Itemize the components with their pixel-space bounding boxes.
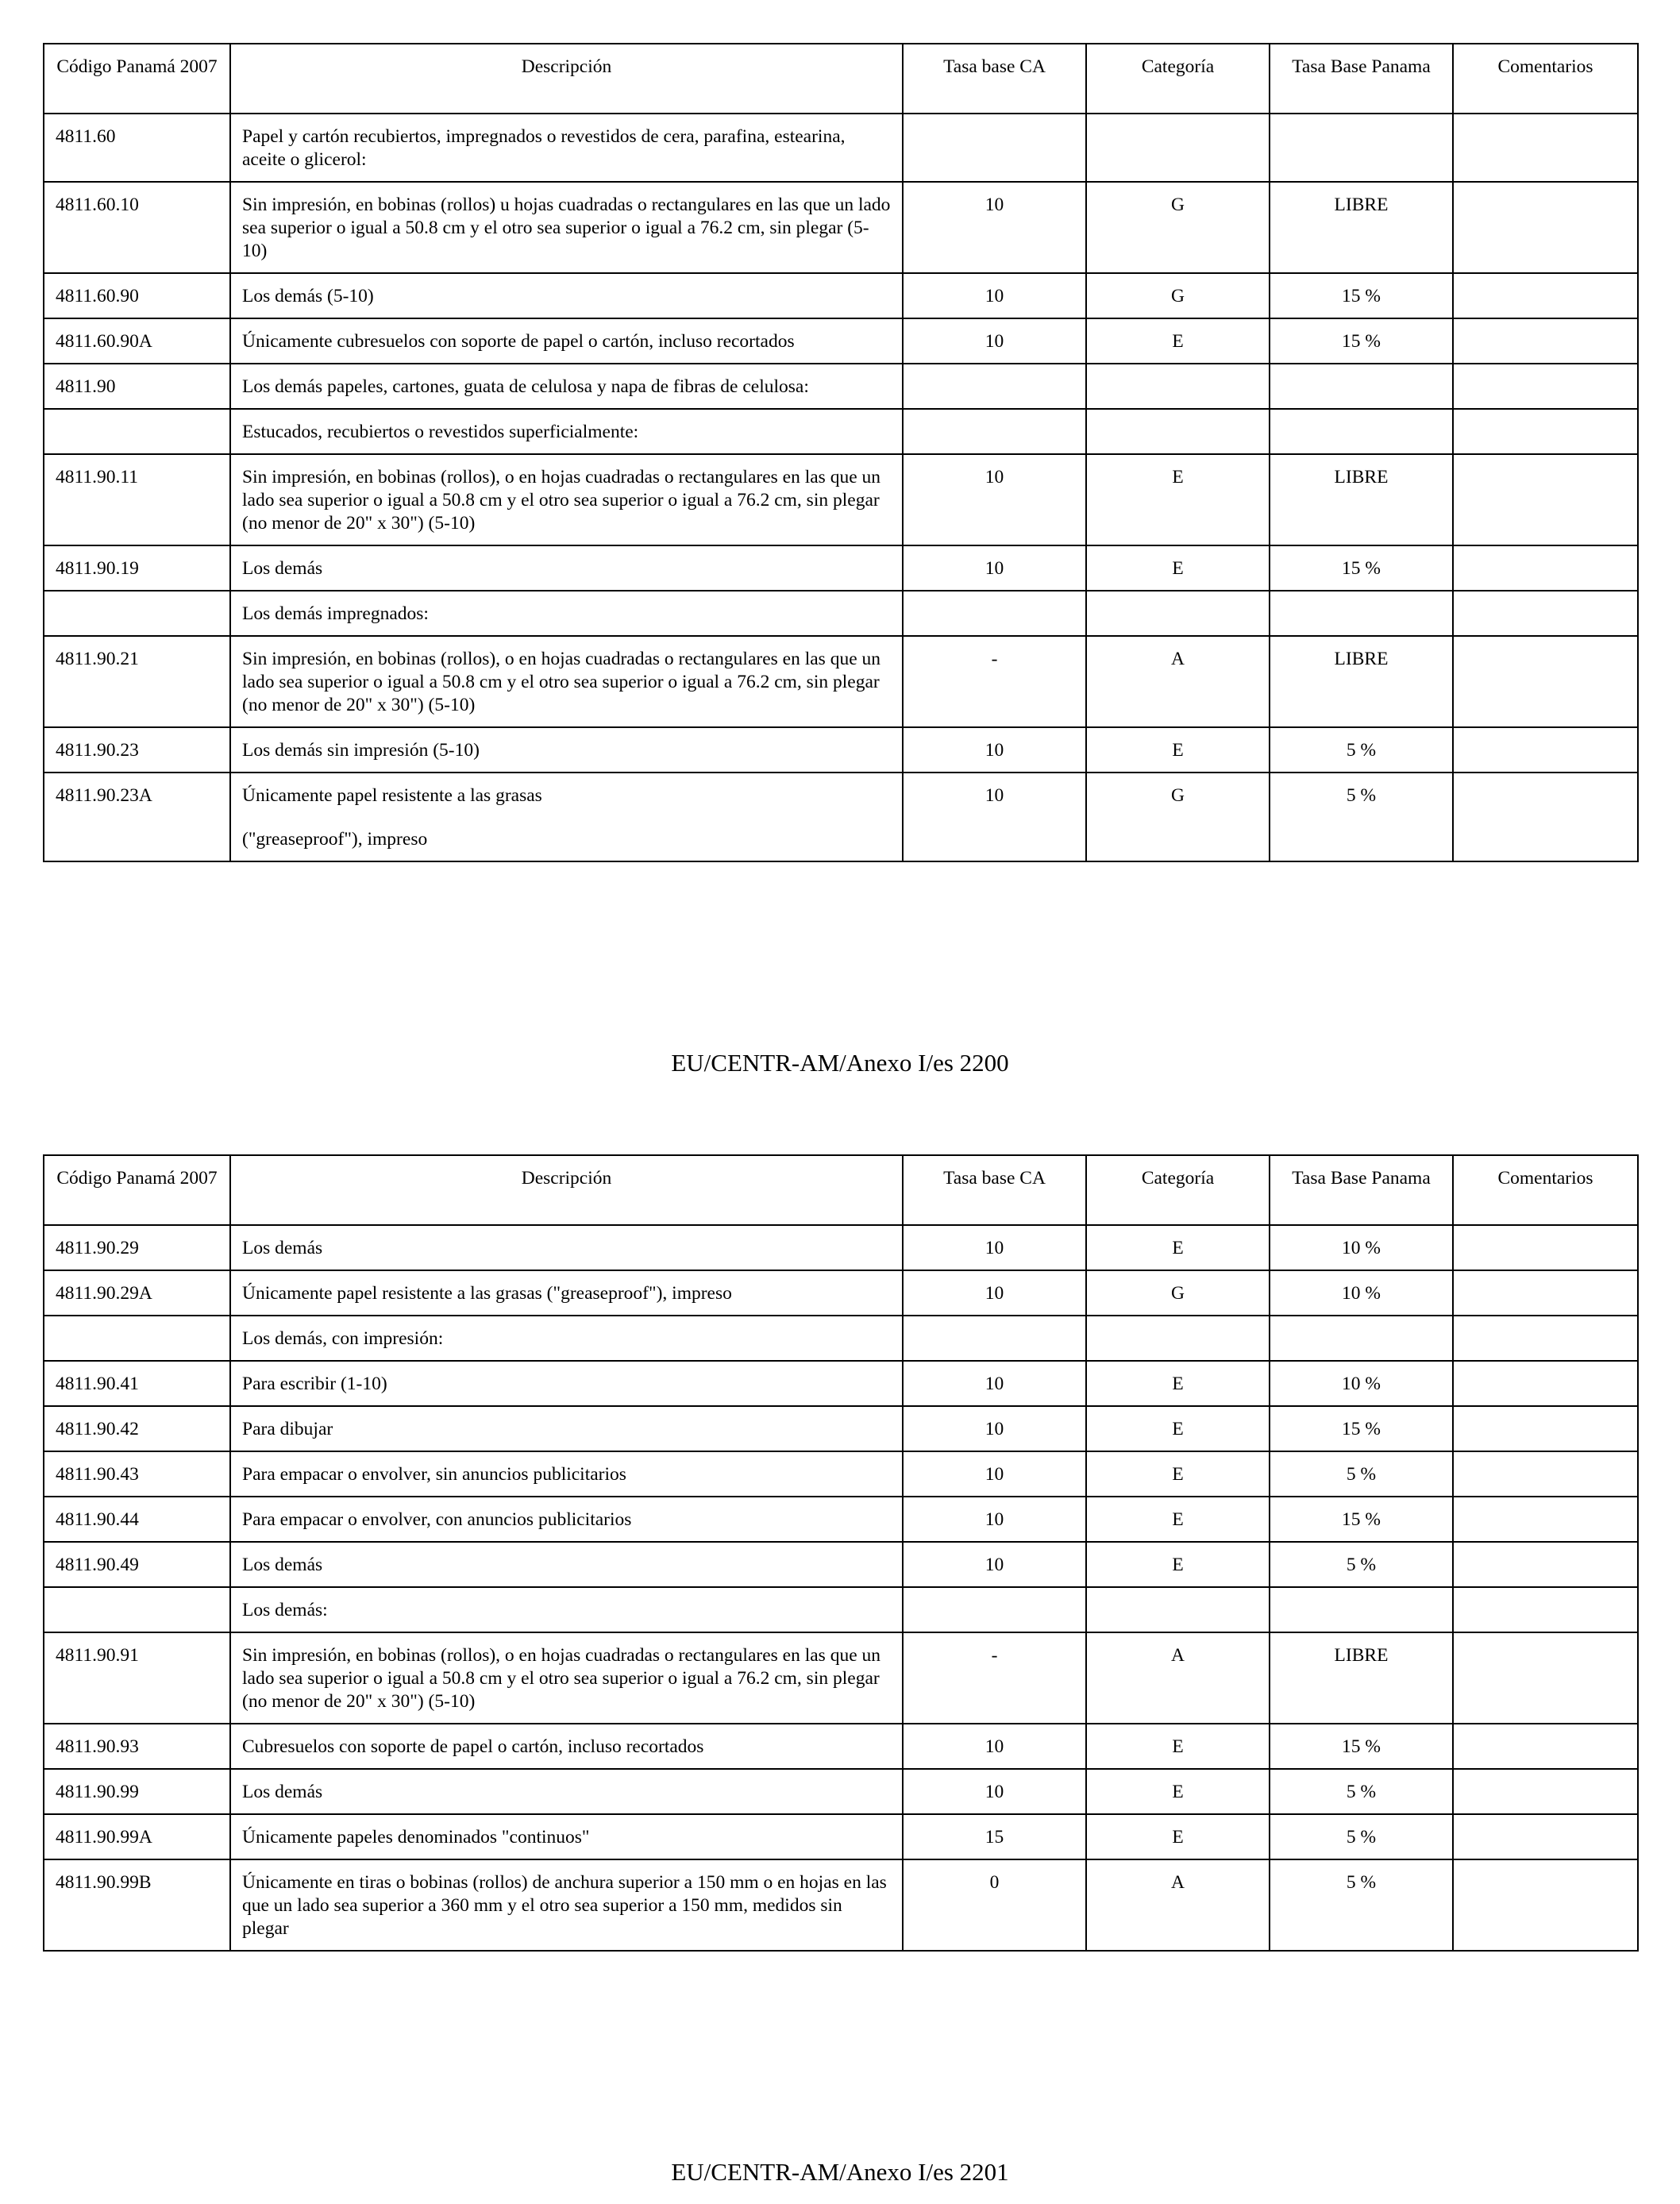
description-cell [230,364,903,409]
description-cell [230,409,903,454]
categoria-cell: E [1086,454,1270,545]
tasa-panama-cell [1270,409,1453,454]
comentarios-cell [1453,1542,1638,1587]
tasa-panama-cell: 15 % [1270,1406,1453,1451]
table-row [44,364,1638,409]
categoria-cell [1086,114,1270,182]
description-text: Únicamente papel resistente a las grasas ("greaseproof"), impreso [242,1283,732,1304]
tasa-panama-cell: LIBRE [1270,636,1453,727]
code-cell: 4811.90.21 [44,636,230,727]
description-cell [230,114,903,182]
header-code: Código Panamá 2007 [44,44,230,114]
categoria-cell: E [1086,1225,1270,1270]
comentarios-cell [1453,1814,1638,1859]
tariff-table-page-2 [43,1154,1639,1952]
code-cell: 4811.90.19 [44,545,230,591]
description-text: Para empacar o envolver, sin anuncios publicitarios [242,1464,626,1485]
tasa-ca-cell [903,364,1086,409]
comentarios-cell [1453,114,1638,182]
table-row [44,454,1638,545]
table-row [44,591,1638,636]
table-row [44,1406,1638,1451]
description-cell [230,318,903,364]
tasa-panama-cell: 5 % [1270,1814,1453,1859]
tasa-ca-cell: 15 [903,1814,1086,1859]
description-text: Sin impresión, en bobinas (rollos), o en hojas cuadradas o rectangulares en las que un lado sea superior o igual a 50.8 cm y el otro sea superior o igual a 76.2 cm, sin plegar (no menor de 20" x 30") (5-10) [242,467,881,534]
description-text: Para empacar o envolver, con anuncios publicitarios [242,1509,632,1530]
tasa-ca-cell: 0 [903,1859,1086,1951]
comentarios-cell [1453,364,1638,409]
description-text: Los demás sin impresión (5-10) [242,740,480,761]
categoria-cell: E [1086,1724,1270,1769]
table-row [44,1270,1638,1316]
comentarios-cell [1453,636,1638,727]
tasa-ca-cell: 10 [903,1451,1086,1497]
tasa-ca-cell: 10 [903,1542,1086,1587]
comentarios-cell [1453,1724,1638,1769]
description-cell [230,1361,903,1406]
description-cell [230,1406,903,1451]
tasa-ca-cell: 10 [903,1769,1086,1814]
code-cell [44,591,230,636]
description-cell [230,1587,903,1632]
comentarios-cell [1453,545,1638,591]
description-text: Los demás [242,1555,323,1575]
description-text: Los demás: [242,1600,328,1620]
tasa-ca-cell: 10 [903,1406,1086,1451]
header-code: Código Panamá 2007 [44,1155,230,1225]
code-cell: 4811.90.11 [44,454,230,545]
description-cell [230,591,903,636]
comentarios-cell [1453,454,1638,545]
description-cell [230,182,903,273]
description-text: Estucados, recubiertos o revestidos superficialmente: [242,422,639,442]
tasa-panama-cell: 5 % [1270,773,1453,861]
description-text: Los demás impregnados: [242,603,429,624]
description-text: Los demás (5-10) [242,286,374,306]
tasa-ca-cell: 10 [903,1497,1086,1542]
header-categoria: Categoría [1086,44,1270,114]
tasa-ca-cell: 10 [903,1225,1086,1270]
tasa-ca-cell: 10 [903,1724,1086,1769]
code-cell: 4811.90.41 [44,1361,230,1406]
tasa-panama-cell [1270,1316,1453,1361]
table-row [44,773,1638,861]
categoria-cell: E [1086,1769,1270,1814]
description-text: Los demás [242,558,323,579]
tasa-ca-cell: 10 [903,727,1086,773]
description-text: Los demás [242,1782,323,1802]
table-row [44,1316,1638,1361]
table-row [44,1542,1638,1587]
table-row [44,1814,1638,1859]
comentarios-cell [1453,727,1638,773]
tasa-ca-cell: 10 [903,1270,1086,1316]
tasa-ca-cell: - [903,636,1086,727]
comentarios-cell [1453,591,1638,636]
code-cell [44,1316,230,1361]
code-cell: 4811.90.49 [44,1542,230,1587]
table-row [44,1724,1638,1769]
categoria-cell: E [1086,727,1270,773]
header-tasa-panama: Tasa Base Panama [1270,1155,1453,1225]
comentarios-cell [1453,409,1638,454]
comentarios-cell [1453,318,1638,364]
tasa-panama-cell: 15 % [1270,1724,1453,1769]
header-row [44,1155,1638,1225]
categoria-cell: E [1086,1451,1270,1497]
table-row [44,727,1638,773]
code-cell: 4811.90.23A [44,773,230,861]
categoria-cell: E [1086,1361,1270,1406]
comentarios-cell [1453,773,1638,861]
tasa-panama-cell: LIBRE [1270,454,1453,545]
table-row [44,1451,1638,1497]
tasa-ca-cell: 10 [903,273,1086,318]
table-row [44,182,1638,273]
tasa-panama-cell: 5 % [1270,1769,1453,1814]
description-cell [230,1859,903,1951]
tasa-panama-cell: 15 % [1270,1497,1453,1542]
comentarios-cell [1453,273,1638,318]
header-comentarios: Comentarios [1453,1155,1638,1225]
description-text: Los demás [242,1238,323,1258]
code-cell [44,1587,230,1632]
code-cell [44,409,230,454]
categoria-cell [1086,1316,1270,1361]
comentarios-cell [1453,1225,1638,1270]
tasa-panama-cell: 5 % [1270,1451,1453,1497]
description-cell [230,454,903,545]
description-cell [230,1451,903,1497]
header-row [44,44,1638,114]
description-text: Cubresuelos con soporte de papel o cartón, incluso recortados [242,1736,704,1757]
categoria-cell: A [1086,636,1270,727]
header-tasa-panama: Tasa Base Panama [1270,44,1453,114]
categoria-cell: G [1086,182,1270,273]
description-text: Para escribir (1-10) [242,1374,387,1394]
tasa-panama-cell: 15 % [1270,273,1453,318]
code-cell: 4811.90.91 [44,1632,230,1724]
tasa-ca-cell [903,1587,1086,1632]
table-row [44,273,1638,318]
categoria-cell: E [1086,1814,1270,1859]
description-text: Únicamente cubresuelos con soporte de papel o cartón, incluso recortados [242,331,795,352]
description-cell [230,727,903,773]
header-description: Descripción [230,1155,903,1225]
categoria-cell: E [1086,318,1270,364]
comentarios-cell [1453,1316,1638,1361]
table-row [44,409,1638,454]
code-cell: 4811.90.93 [44,1724,230,1769]
categoria-cell: G [1086,1270,1270,1316]
categoria-cell: A [1086,1859,1270,1951]
categoria-cell: A [1086,1632,1270,1724]
categoria-cell: G [1086,273,1270,318]
code-cell: 4811.90.42 [44,1406,230,1451]
tasa-ca-cell [903,114,1086,182]
description-text: Únicamente papeles denominados "continuos" [242,1827,590,1848]
description-text: Papel y cartón recubiertos, impregnados o revestidos de cera, parafina, estearina, aceite o glicerol: [242,126,846,170]
categoria-cell [1086,364,1270,409]
code-cell: 4811.60 [44,114,230,182]
description-cell [230,636,903,727]
tasa-ca-cell: 10 [903,182,1086,273]
tasa-panama-cell: 5 % [1270,1542,1453,1587]
code-cell: 4811.90 [44,364,230,409]
categoria-cell: E [1086,1542,1270,1587]
header-tasa-ca: Tasa base CA [903,44,1086,114]
description-text: Para dibujar [242,1419,333,1439]
table-row [44,1769,1638,1814]
categoria-cell [1086,409,1270,454]
tasa-ca-cell [903,1316,1086,1361]
description-text: Sin impresión, en bobinas (rollos), o en hojas cuadradas o rectangulares en las que un lado sea superior o igual a 50.8 cm y el otro sea superior o igual a 76.2 cm, sin plegar (no menor de 20" x 30") (5-10) [242,1645,881,1712]
comentarios-cell [1453,1859,1638,1951]
code-cell: 4811.90.43 [44,1451,230,1497]
comentarios-cell [1453,1361,1638,1406]
header-comentarios: Comentarios [1453,44,1638,114]
tariff-table-page-1 [43,43,1639,862]
tasa-ca-cell [903,591,1086,636]
page-footer: EU/CENTR-AM/Anexo I/es 2200 [671,1049,1009,1077]
table-row [44,1225,1638,1270]
table-row [44,318,1638,364]
tasa-panama-cell [1270,114,1453,182]
categoria-cell: E [1086,545,1270,591]
code-cell: 4811.60.90 [44,273,230,318]
description-cell [230,773,903,861]
code-cell: 4811.60.90A [44,318,230,364]
comentarios-cell [1453,1497,1638,1542]
code-cell: 4811.90.29A [44,1270,230,1316]
page-footer: EU/CENTR-AM/Anexo I/es 2201 [671,2158,1009,2186]
header-description: Descripción [230,44,903,114]
tasa-ca-cell: 10 [903,545,1086,591]
table-row [44,1361,1638,1406]
description-text: Únicamente papel resistente a las grasas [242,785,542,806]
table-row [44,1632,1638,1724]
description-text: ("greaseproof"), impreso [242,829,428,850]
description-text: Los demás, con impresión: [242,1328,444,1349]
description-cell [230,273,903,318]
tasa-panama-cell [1270,1587,1453,1632]
table-row [44,636,1638,727]
description-cell [230,1814,903,1859]
tasa-ca-cell: 10 [903,454,1086,545]
code-cell: 4811.90.23 [44,727,230,773]
comentarios-cell [1453,1270,1638,1316]
tasa-panama-cell: 15 % [1270,545,1453,591]
tasa-panama-cell: LIBRE [1270,1632,1453,1724]
tasa-ca-cell: 10 [903,773,1086,861]
comentarios-cell [1453,1406,1638,1451]
description-cell [230,1497,903,1542]
header-categoria: Categoría [1086,1155,1270,1225]
table-row [44,545,1638,591]
description-text: Sin impresión, en bobinas (rollos), o en hojas cuadradas o rectangulares en las que un lado sea superior o igual a 50.8 cm y el otro sea superior o igual a 76.2 cm, sin plegar (no menor de 20" x 30") (5-10) [242,649,881,715]
categoria-cell: E [1086,1406,1270,1451]
comentarios-cell [1453,1587,1638,1632]
description-cell [230,1316,903,1361]
tasa-panama-cell: LIBRE [1270,182,1453,273]
comentarios-cell [1453,1451,1638,1497]
description-cell [230,545,903,591]
table-row [44,1859,1638,1951]
comentarios-cell [1453,182,1638,273]
code-cell: 4811.90.99 [44,1769,230,1814]
categoria-cell [1086,591,1270,636]
tasa-panama-cell [1270,364,1453,409]
description-cell [230,1270,903,1316]
code-cell: 4811.60.10 [44,182,230,273]
tasa-ca-cell: 10 [903,1361,1086,1406]
tasa-panama-cell: 10 % [1270,1361,1453,1406]
header-tasa-ca: Tasa base CA [903,1155,1086,1225]
description-cell [230,1724,903,1769]
tasa-ca-cell: 10 [903,318,1086,364]
tasa-ca-cell: - [903,1632,1086,1724]
tasa-panama-cell: 5 % [1270,727,1453,773]
tasa-panama-cell: 10 % [1270,1270,1453,1316]
table-row [44,114,1638,182]
description-text: Únicamente en tiras o bobinas (rollos) de anchura superior a 150 mm o en hojas en las que un lado sea superior a 360 mm y el otro sea superior a 150 mm, medidos sin plegar [242,1872,887,1939]
categoria-cell [1086,1587,1270,1632]
code-cell: 4811.90.44 [44,1497,230,1542]
code-cell: 4811.90.99B [44,1859,230,1951]
comentarios-cell [1453,1632,1638,1724]
table-row [44,1497,1638,1542]
description-cell [230,1542,903,1587]
tasa-ca-cell [903,409,1086,454]
tasa-panama-cell: 15 % [1270,318,1453,364]
table-body [44,1225,1638,1951]
description-cell [230,1632,903,1724]
description-text: Sin impresión, en bobinas (rollos) u hojas cuadradas o rectangulares en las que un lado sea superior o igual a 50.8 cm y el otro sea superior o igual a 76.2 cm, sin plegar (5-10) [242,195,891,261]
table-body [44,114,1638,861]
tasa-panama-cell: 5 % [1270,1859,1453,1951]
categoria-cell: G [1086,773,1270,861]
tasa-panama-cell: 10 % [1270,1225,1453,1270]
categoria-cell: E [1086,1497,1270,1542]
table-row [44,1587,1638,1632]
code-cell: 4811.90.99A [44,1814,230,1859]
comentarios-cell [1453,1769,1638,1814]
tasa-panama-cell [1270,591,1453,636]
description-text: Los demás papeles, cartones, guata de celulosa y napa de fibras de celulosa: [242,376,809,397]
code-cell: 4811.90.29 [44,1225,230,1270]
description-cell [230,1225,903,1270]
description-cell [230,1769,903,1814]
